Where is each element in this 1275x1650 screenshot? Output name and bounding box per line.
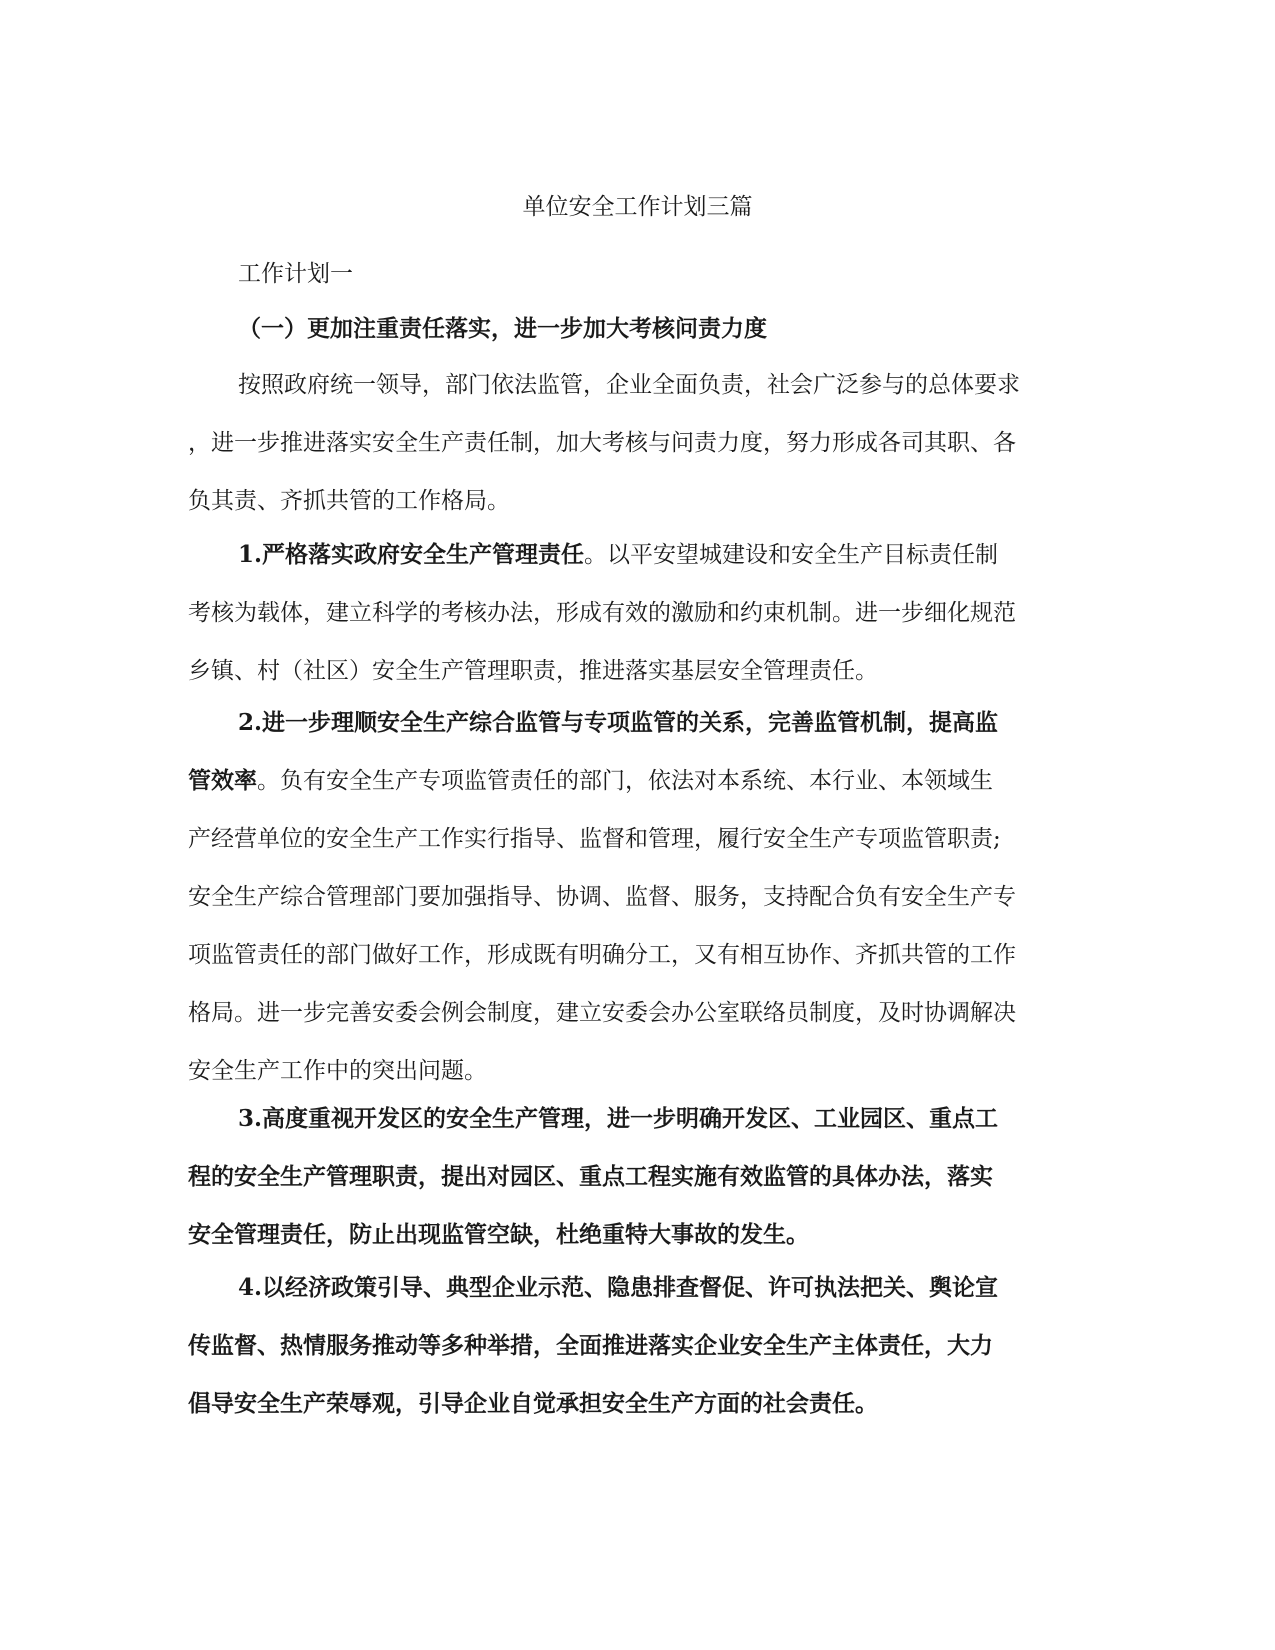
paragraph-line: [188, 764, 1088, 822]
paragraph-line: 乡镇、村（社区）安全生产管理职责，推进落实基层安全管理责任。: [188, 658, 878, 684]
paragraph-line: 3.高度重视开发区的安全生产管理，进一步明确开发区、工业园区、重点工: [238, 1105, 999, 1132]
paragraph-line: 安全生产工作中的突出问题。: [188, 1058, 487, 1084]
plan-label-block: [188, 257, 1088, 315]
plan-label: 工作计划一: [238, 261, 353, 287]
paragraph-line: [188, 538, 1088, 596]
item-1-bold-lead: 1.严格落实政府安全生产管理责任: [238, 541, 585, 568]
paragraph-1: [188, 368, 1088, 542]
paragraph-line: 项监管责任的部门做好工作，形成既有明确分工，又有相互协作、齐抓共管的工作: [188, 942, 1016, 968]
item-2-bold-tail: 管效率: [188, 767, 257, 794]
paragraph-line: 产经营单位的安全生产工作实行指导、监督和管理，履行安全生产专项监管职责;: [188, 826, 1001, 852]
paragraph-line: 安全管理责任，防止出现监管空缺，杜绝重特大事故的发生。: [188, 1221, 809, 1248]
paragraph-line: 倡导安全生产荣辱观，引导企业自觉承担安全生产方面的社会责任。: [188, 1390, 878, 1417]
paragraph-line: 传监督、热情服务推动等多种举措，全面推进落实企业安全生产主体责任，大力: [188, 1332, 993, 1359]
paragraph-line: 4.以经济政策引导、典型企业示范、隐患排查督促、许可执法把关、舆论宣: [238, 1274, 999, 1301]
section-heading: （一）更加注重责任落实，进一步加大考核问责力度: [238, 315, 767, 342]
item-1: [188, 538, 1088, 712]
paragraph-line: 按照政府统一领导，部门依法监管，企业全面负责，社会广泛参与的总体要求: [238, 372, 1020, 398]
document-title: 单位安全工作计划三篇: [522, 194, 753, 220]
item-2-rest: 。负有安全生产专项监管责任的部门，依法对本系统、本行业、本领域生: [257, 768, 993, 794]
paragraph-line: 安全生产综合管理部门要加强指导、协调、监督、服务，支持配合负有安全生产专: [188, 884, 1016, 910]
paragraph-line: ，进一步推进落实安全生产责任制，加大考核与问责力度，努力形成各司其职、各: [188, 430, 1016, 456]
item-3: [188, 1102, 1088, 1276]
paragraph-line: 程的安全生产管理职责，提出对园区、重点工程实施有效监管的具体办法，落实: [188, 1163, 993, 1190]
section-heading-block: [188, 312, 1088, 370]
paragraph-line: 格局。进一步完善安委会例会制度，建立安委会办公室联络员制度，及时协调解决: [188, 1000, 1016, 1026]
item-2: [188, 706, 1088, 1112]
paragraph-line: 2.进一步理顺安全生产综合监管与专项监管的关系，完善监管机制，提高监: [238, 709, 999, 736]
paragraph-line: 考核为载体，建立科学的考核办法，形成有效的激励和约束机制。进一步细化规范: [188, 600, 1016, 626]
item-4: [188, 1271, 1088, 1445]
paragraph-line: 负其责、齐抓共管的工作格局。: [188, 488, 510, 514]
item-1-rest: 。以平安望城建设和安全生产目标责任制: [584, 542, 999, 568]
